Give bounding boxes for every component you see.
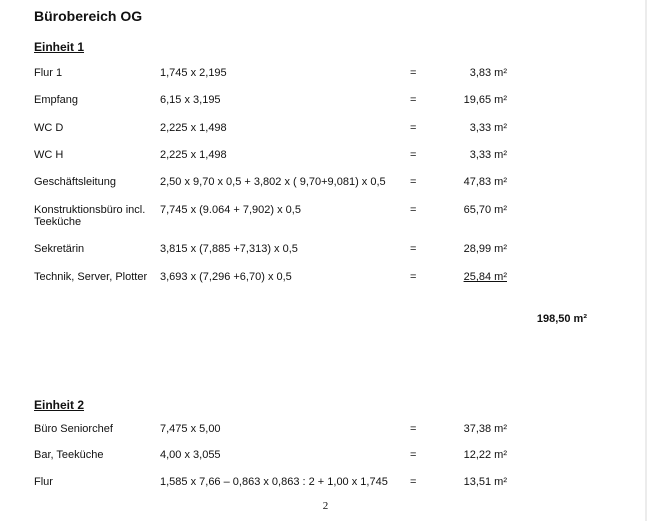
unit-2-heading: Einheit 2 [34, 398, 85, 412]
room-label: Bar, Teeküche [34, 449, 104, 461]
area-value: 37,38 m² [463, 423, 507, 435]
room-label: Geschäftsleitung [34, 176, 116, 188]
equals-sign: = [410, 122, 417, 134]
room-label: WC D [34, 122, 64, 134]
area-value: 13,51 m² [463, 476, 507, 488]
area-formula: 4,00 x 3,055 [160, 449, 221, 461]
area-value: 28,99 m² [463, 243, 507, 255]
page-number: 2 [322, 500, 329, 512]
room-label: WC H [34, 149, 64, 161]
room-label: Konstruktionsbüro incl. Teeküche [34, 204, 146, 228]
area-value: 19,65 m² [463, 94, 507, 106]
area-value: 12,22 m² [463, 449, 507, 461]
area-formula: 7,745 x (9.064 + 7,902) x 0,5 [160, 204, 301, 216]
room-label: Flur 1 [34, 67, 63, 79]
equals-sign: = [410, 176, 417, 188]
area-formula: 1,745 x 2,195 [160, 67, 227, 79]
equals-sign: = [410, 94, 417, 106]
room-label: Flur [34, 476, 53, 488]
area-value: 65,70 m² [463, 204, 507, 216]
equals-sign: = [410, 449, 417, 461]
equals-sign: = [410, 271, 417, 283]
equals-sign: = [410, 67, 417, 79]
area-formula: 2,50 x 9,70 x 0,5 + 3,802 x ( 9,70+9,081) x 0,5 [160, 176, 386, 188]
equals-sign: = [410, 423, 417, 435]
equals-sign: = [410, 476, 417, 488]
area-formula: 2,225 x 1,498 [160, 149, 227, 161]
equals-sign: = [410, 204, 417, 216]
area-formula: 3,693 x (7,296 +6,70) x 0,5 [160, 271, 292, 283]
room-label: Sekretärin [34, 243, 85, 255]
unit-1-heading: Einheit 1 [34, 40, 85, 54]
area-formula: 1,585 x 7,66 – 0,863 x 0,863 : 2 + 1,00 x 1,745 [160, 476, 388, 488]
area-value: 25,84 m² [463, 271, 507, 283]
scan-edge [645, 0, 647, 521]
area-value: 47,83 m² [463, 176, 507, 188]
page-title: Bürobereich OG [34, 8, 143, 24]
area-formula: 7,475 x 5,00 [160, 423, 221, 435]
equals-sign: = [410, 243, 417, 255]
area-formula: 2,225 x 1,498 [160, 122, 227, 134]
area-value: 3,83 m² [469, 67, 507, 79]
room-label: Technik, Server, Plotter [34, 271, 148, 283]
area-formula: 3,815 x (7,885 +7,313) x 0,5 [160, 243, 298, 255]
area-value: 3,33 m² [469, 122, 507, 134]
room-label: Empfang [34, 94, 79, 106]
area-formula: 6,15 x 3,195 [160, 94, 221, 106]
area-value: 3,33 m² [469, 149, 507, 161]
room-label: Büro Seniorchef [34, 423, 113, 435]
unit-1-total: 198,50 m² [536, 313, 587, 325]
equals-sign: = [410, 149, 417, 161]
